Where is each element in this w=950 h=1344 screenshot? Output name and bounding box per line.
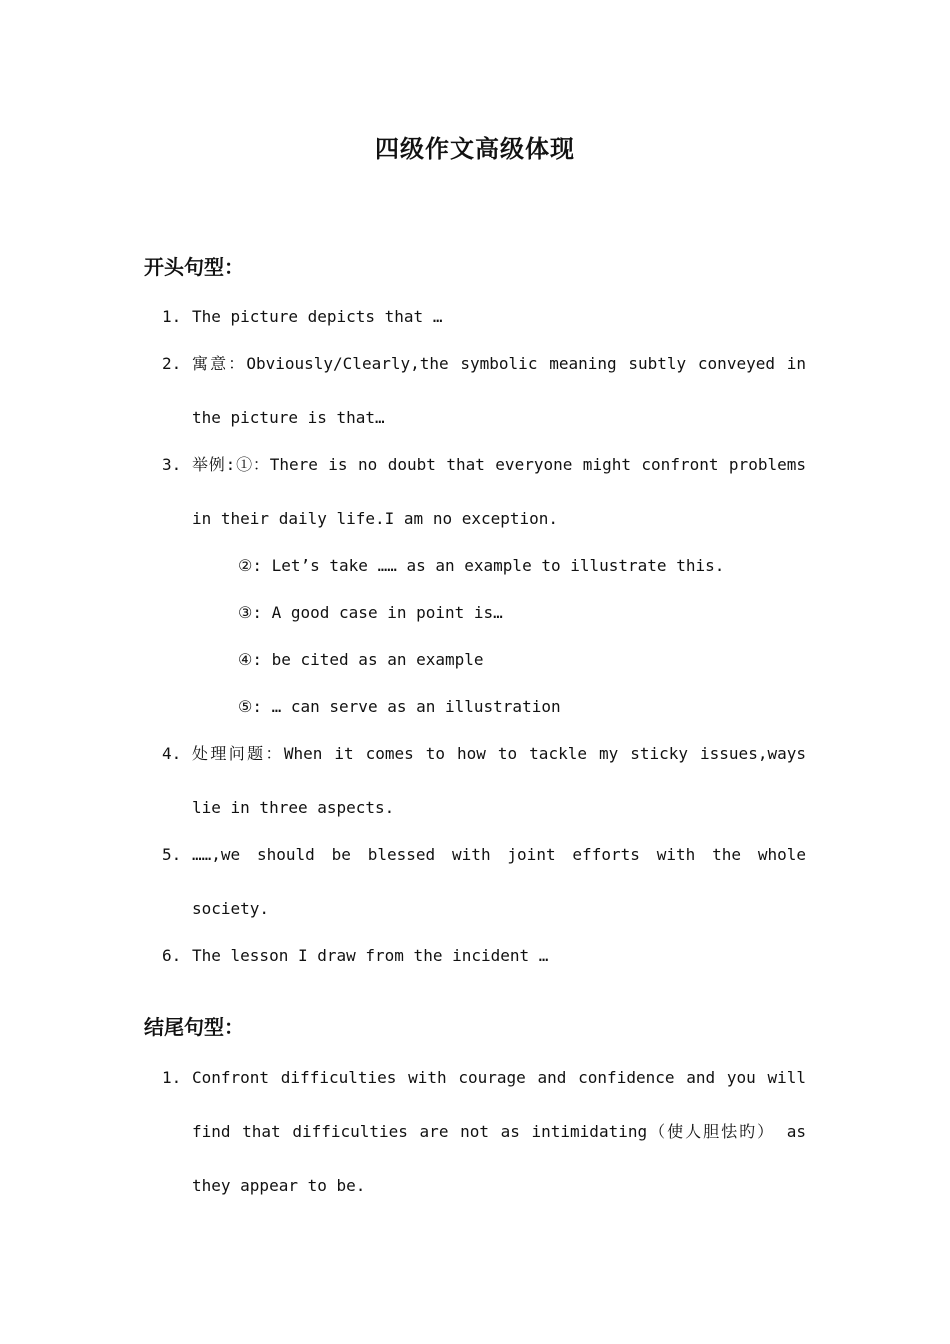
example-item: ②: Let’s take …… as an example to illustrate this. (238, 556, 725, 575)
list-item-text: 处理问题：When it comes to how to tackle my sticky issues,ways (192, 744, 806, 763)
list-item-text: The lesson I draw from the incident … (192, 946, 549, 965)
list-item-text: in their daily life.I am no exception. (192, 509, 559, 528)
document-title: 四级作文高级体现 (375, 135, 575, 163)
list-item-text: 举例:①：There is no doubt that everyone might confront problems (192, 455, 806, 474)
list-item-text: The picture depicts that … (192, 307, 443, 326)
list-item-text: find that difficulties are not as intimidating（使人胆怯旳） as (192, 1122, 806, 1141)
list-number: 3. (162, 455, 182, 474)
list-item-text: they appear to be. (192, 1176, 366, 1195)
list-number: 4. (162, 744, 182, 763)
section-heading-opening: 开头句型： (144, 255, 244, 279)
list-item-text: lie in three aspects. (192, 798, 395, 817)
list-item-text: Confront difficulties with courage and confidence and you will (192, 1068, 806, 1087)
list-number: 1. (162, 307, 182, 326)
list-number: 6. (162, 946, 182, 965)
list-item-text: the picture is that… (192, 408, 385, 427)
example-item: ⑤: … can serve as an illustration (238, 697, 561, 716)
example-item: ③: A good case in point is… (238, 603, 503, 622)
example-item: ④: be cited as an example (238, 650, 484, 669)
list-number: 5. (162, 845, 182, 864)
list-number: 1. (162, 1068, 182, 1087)
section-heading-closing: 结尾句型： (144, 1015, 244, 1039)
list-number: 2. (162, 354, 182, 373)
list-item-text: society. (192, 899, 270, 918)
list-item-text: ……,we should be blessed with joint efforts with the whole (192, 845, 806, 864)
list-item-text: 寓意：Obviously/Clearly,the symbolic meaning subtly conveyed in (192, 354, 806, 373)
